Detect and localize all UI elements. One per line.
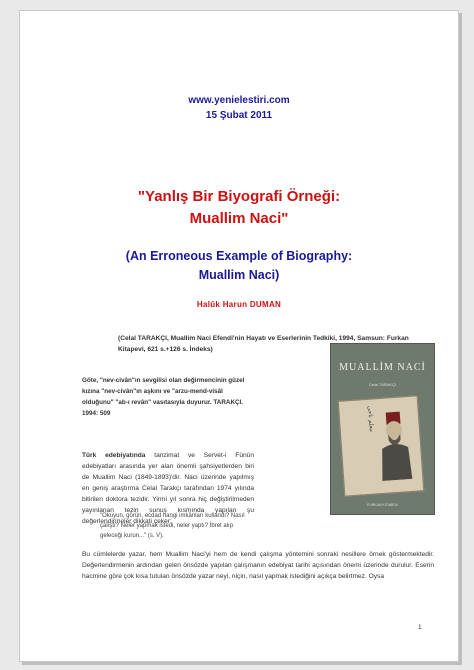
- epigraph: Göte, "nev-civân"ın sevgilisi olan değirmencinin güzel kızına "nev-civân"ın aşkını ve "arzu-mend-visâl olduğunu" "ab-ı revân" vasıtasıyla duyurur. TARAKÇI. 1994: 509: [82, 377, 245, 417]
- ottoman-script: معلم ناجی: [366, 405, 375, 433]
- document-title: [20, 186, 458, 230]
- inline-quote: "Okuyun, görün, ecdad hangi imkânları kullandı? Nasıl çalıştı? Neler yapmak istedi, neler yaptı? İbret alıp geleceği kurun..." (s. V).: [100, 513, 245, 539]
- bibliographic-reference: (Celal TARAKÇI, Muallim Naci Efendi'nin Hayatı ve Eserlerinin Tedkiki, 1994, Samsun: Furkan Kitapevi, 621 s.+126 s. İndeks): [118, 335, 409, 353]
- page-number: 1: [418, 624, 422, 631]
- paragraph-1-lead: Türk edebiyatında: [82, 452, 146, 459]
- portrait-figure: [374, 409, 417, 481]
- subtitle-line-2: Muallim Naci): [198, 268, 280, 282]
- document-page: [19, 10, 459, 662]
- subtitle-line-1: (An Erroneous Example of Biography:: [125, 249, 353, 263]
- document-subtitle: [20, 247, 458, 285]
- paragraph-2: Bu cümlelerde yazar, hem Muallim Naci'yi hem de kendi çalışma yöntemini sonraki nesillere örnek göstermektedir. Değerlendirmenin ardından gelen önsözde yapılan çalışmanın edebiyat tarihi açısından önemi üzerinde durulur. Eserin hacmine göre çok kısa tutulan önsözde yazar neyi, niçin, nasıl yapmak istediğini açıkça belirtmez. Oysa: [82, 551, 434, 580]
- title-line-2: Muallim Naci": [189, 210, 289, 227]
- book-cover-publisher: FURKAN KİTABEVİ: [367, 503, 398, 507]
- book-cover-author: Celal TARAKÇI: [368, 382, 397, 387]
- book-cover-photo: [338, 395, 425, 496]
- author-name: Halûk Harun DUMAN: [196, 300, 282, 309]
- paragraph-1-text: tanzimat ve Servet-i Fünûn edebiyatları arasında yer alan önemli şahsiyetlerden biri de Muallim Naci (1849-1893)'dir. Naci üzerinde yapılmış en geniş araştırma Celal Tarakçı tarafından 1974 yılında bitirilen doktora tezidir. Yirmi yıl sonra hiç değiştirilmeden yayınlanan tezin sunuş kısmında yapılan şu değerlendirmeler dikkati çeker:: [82, 452, 254, 525]
- book-cover-image: [330, 343, 435, 515]
- publish-date: 15 Şubat 2011: [205, 110, 273, 121]
- site-link[interactable]: www.yenielestiri.com: [188, 95, 290, 106]
- title-line-1: "Yanlış Bir Biyografi Örneği:: [137, 188, 341, 205]
- book-cover-title: MUALLİM NACİ: [339, 362, 426, 373]
